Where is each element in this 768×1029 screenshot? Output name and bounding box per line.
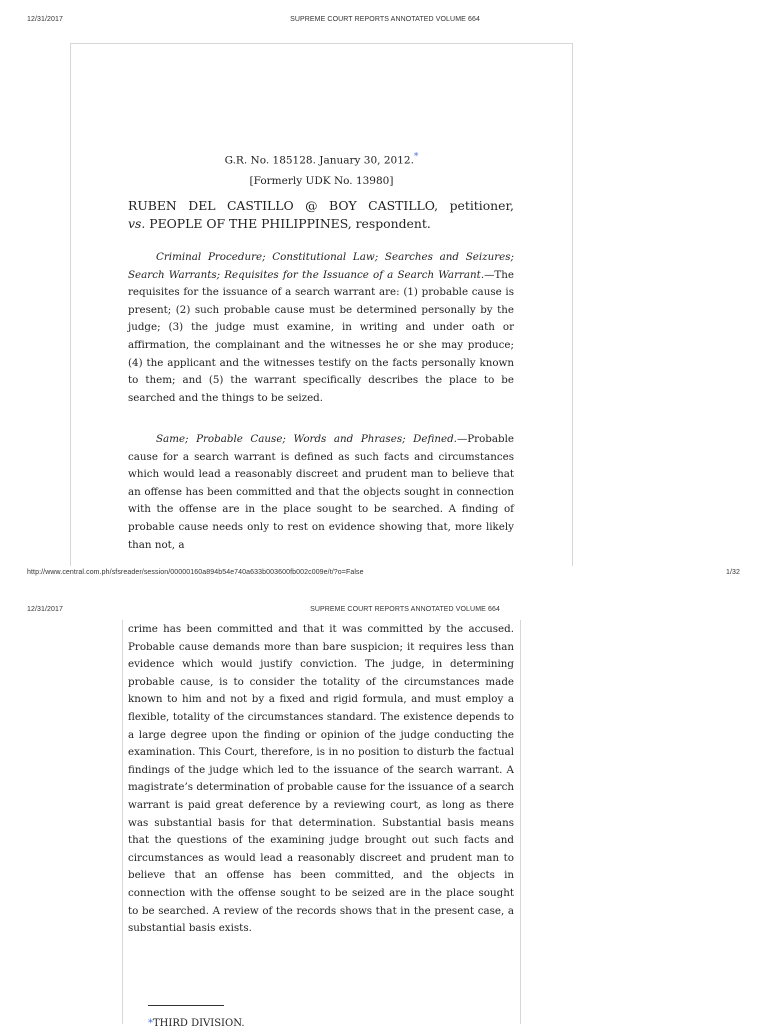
page2-header-date: 12/31/2017 <box>27 606 64 613</box>
page1-header-date: 12/31/2017 <box>27 16 64 23</box>
footnote-label: THIRD DIVISION. <box>153 1018 245 1029</box>
page2-header-title: SUPREME COURT REPORTS ANNOTATED VOLUME 664 <box>310 606 500 613</box>
document-page-1 <box>70 43 573 566</box>
syllabus-paragraph-1 <box>128 249 514 407</box>
page1-header-title: SUPREME COURT REPORTS ANNOTATED VOLUME 664 <box>290 16 480 23</box>
case-gr-line <box>71 152 572 167</box>
parties-respondent: PEOPLE OF THE PHILIPPINES, respondent. <box>145 216 431 231</box>
case-formerly: [Formerly UDK No. 13980] <box>249 175 394 187</box>
continuation-paragraph: crime has been committed and that it was committed by the accused. Probable cause demands more than bare suspicion; it requires less than evidence which would justify conviction. The judge, in determining probable cause, is to consider the totality of the circumstances made known to him and not by a fixed and rigid formula, and must employ a flexible, totality of the circumstances standard. The existence depends to a large degree upon the finding or opinion of the judge conducting the examination. This Court, therefore, is in no position to disturb the factual findings of the judge which led to the issuance of the search warrant. A magistrate’s determination of probable cause for the issuance of a search warrant is paid great deference by a reviewing court, as long as there was substantial basis for that determination. Substantial basis means that the questions of the examining judge brought out such facts and circumstances as would lead a reasonably discreet and prudent man to believe that an offense has been committed, and the objects in connection with the offense sought to be seized are in the place sought to be searched. A review of the records shows that in the present case, a substantial basis exists. <box>128 623 514 935</box>
parties-petitioner: RUBEN DEL CASTILLO @ BOY CASTILLO, petitioner, <box>128 198 514 213</box>
parties-vs: vs. <box>128 216 146 231</box>
footnote-marker: * <box>148 1018 153 1029</box>
footnote-ref-link[interactable]: * <box>413 152 419 162</box>
syllabus-2-heading: Same; Probable Cause; Words and Phrases; Defined. <box>156 433 457 445</box>
case-parties <box>128 197 514 233</box>
footnote-divider <box>148 1005 224 1006</box>
syllabus-1-heading: Criminal Procedure; Constitutional Law; Searches and Seizures; Search Warrants; Requisites for the Issuance of a Search Warrant. <box>128 251 514 281</box>
document-page-2 <box>122 620 521 1024</box>
case-gr-number: G.R. No. 185128. January 30, 2012. <box>224 154 414 167</box>
syllabus-2-body: —Probable cause for a search warrant is defined as such facts and circumstances which would lead a reasonably discreet and prudent man to believe that an offense has been committed and that the objects sought in connection with the offense are in the place sought to be searched. A finding of probable cause needs only to rest on evidence showing that, more likely than not, a <box>128 433 514 551</box>
page1-footer-url: http://www.central.com.ph/sfsreader/session/00000160a894b54e740a633b003600fb002c009e/t/?o=False <box>27 569 364 576</box>
page1-footer-page-number: 1/32 <box>726 569 741 576</box>
syllabus-paragraph-2 <box>128 431 514 554</box>
syllabus-1-body: —The requisites for the issuance of a search warrant are: (1) probable cause is present; (2) such probable cause must be determined personally by the judge; (3) the judge must examine, in writing and under oath or affirmation, the complainant and the witnesses he or she may produce; (4) the applicant and the witnesses testify on the facts personally known to them; and (5) the warrant specifically describes the place to be searched and the things to be seized. <box>128 268 514 404</box>
